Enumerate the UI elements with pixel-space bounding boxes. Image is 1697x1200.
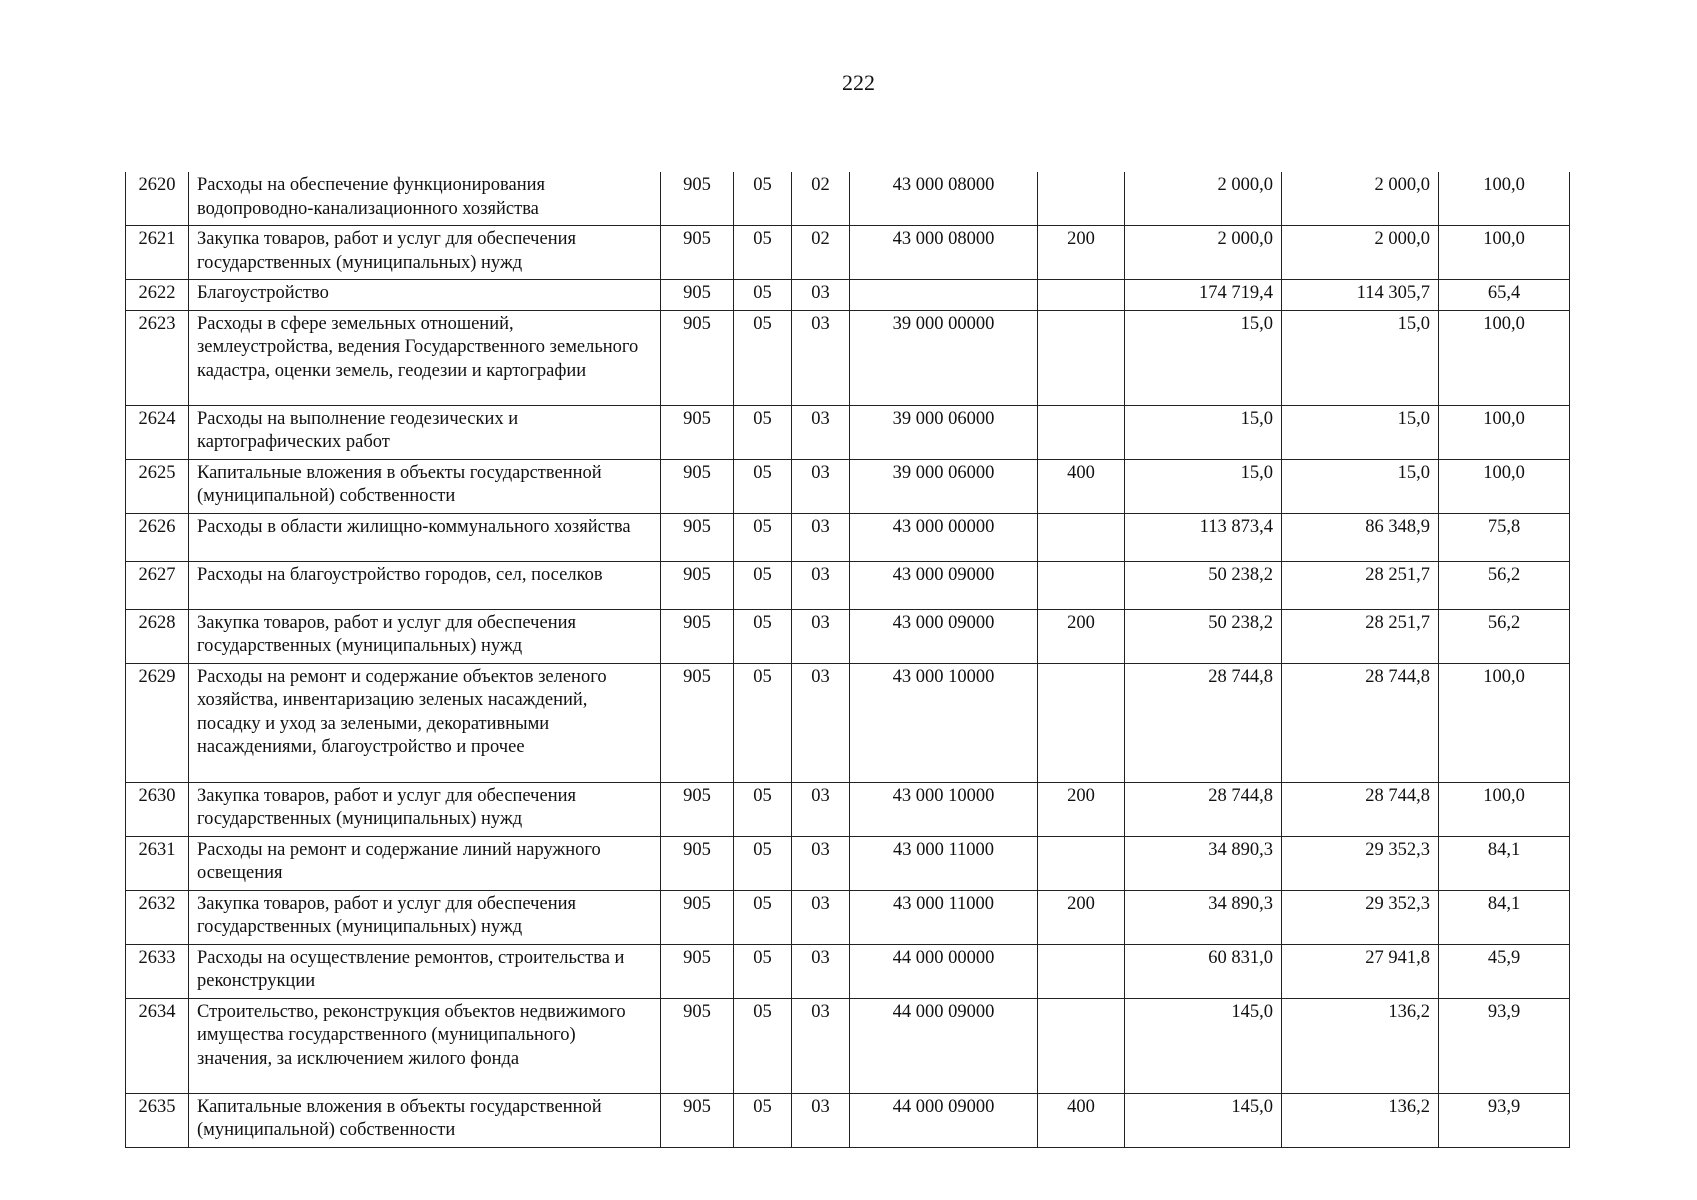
budget-table [125,172,1570,1148]
department-code-cell: 905 [661,561,734,609]
execution-percent-cell: 84,1 [1439,890,1570,944]
planned-amount-cell: 15,0 [1125,310,1282,405]
department-code-cell: 905 [661,226,734,280]
department-code-cell: 905 [661,663,734,782]
expense-name-cell: Благоустройство [189,280,661,311]
row-number-cell: 2633 [126,944,189,998]
subsection-code-cell: 03 [792,890,850,944]
department-code-cell: 905 [661,998,734,1093]
planned-amount-cell: 2 000,0 [1125,172,1282,226]
target-article-cell: 44 000 00000 [850,944,1038,998]
actual-amount-cell: 15,0 [1282,310,1439,405]
target-article-cell: 43 000 11000 [850,890,1038,944]
section-code-cell: 05 [734,405,792,459]
department-code-cell: 905 [661,1093,734,1147]
section-code-cell: 05 [734,944,792,998]
target-article-cell [850,280,1038,311]
expense-type-cell: 400 [1038,1093,1125,1147]
table-row [126,226,1570,280]
expense-name-cell: Расходы на ремонт и содержание объектов зеленого хозяйства, инвентаризацию зеленых насаждений, посадку и уход за зелеными, декоративными насаждениями, благоустройство и прочее [189,663,661,782]
expense-name-cell: Расходы на благоустройство городов, сел, поселков [189,561,661,609]
row-number-cell: 2630 [126,782,189,836]
actual-amount-cell: 114 305,7 [1282,280,1439,311]
actual-amount-cell: 28 251,7 [1282,561,1439,609]
department-code-cell: 905 [661,172,734,226]
row-number-cell: 2621 [126,226,189,280]
row-number-cell: 2635 [126,1093,189,1147]
expense-name-cell: Расходы на ремонт и содержание линий наружного освещения [189,836,661,890]
expense-name-cell: Расходы в сфере земельных отношений, землеустройства, ведения Государственного земельного кадастра, оценки земель, геодезии и картографии [189,310,661,405]
section-code-cell: 05 [734,459,792,513]
expense-type-cell: 200 [1038,782,1125,836]
subsection-code-cell: 02 [792,226,850,280]
department-code-cell: 905 [661,944,734,998]
table-row [126,280,1570,311]
planned-amount-cell: 50 238,2 [1125,561,1282,609]
row-number-cell: 2625 [126,459,189,513]
target-article-cell: 43 000 08000 [850,172,1038,226]
section-code-cell: 05 [734,836,792,890]
actual-amount-cell: 28 251,7 [1282,609,1439,663]
subsection-code-cell: 03 [792,513,850,561]
target-article-cell: 44 000 09000 [850,1093,1038,1147]
execution-percent-cell: 100,0 [1439,459,1570,513]
planned-amount-cell: 145,0 [1125,1093,1282,1147]
target-article-cell: 43 000 09000 [850,609,1038,663]
actual-amount-cell: 29 352,3 [1282,836,1439,890]
section-code-cell: 05 [734,561,792,609]
execution-percent-cell: 100,0 [1439,226,1570,280]
expense-name-cell: Расходы на осуществление ремонтов, строительства и реконструкции [189,944,661,998]
expense-type-cell: 200 [1038,226,1125,280]
execution-percent-cell: 45,9 [1439,944,1570,998]
expense-name-cell: Капитальные вложения в объекты государственной (муниципальной) собственности [189,1093,661,1147]
table-row [126,172,1570,226]
section-code-cell: 05 [734,513,792,561]
department-code-cell: 905 [661,280,734,311]
execution-percent-cell: 100,0 [1439,405,1570,459]
execution-percent-cell: 100,0 [1439,310,1570,405]
execution-percent-cell: 65,4 [1439,280,1570,311]
planned-amount-cell: 34 890,3 [1125,890,1282,944]
execution-percent-cell: 84,1 [1439,836,1570,890]
table-row [126,944,1570,998]
execution-percent-cell: 56,2 [1439,561,1570,609]
expense-type-cell: 200 [1038,609,1125,663]
row-number-cell: 2626 [126,513,189,561]
execution-percent-cell: 100,0 [1439,663,1570,782]
department-code-cell: 905 [661,890,734,944]
expense-type-cell [1038,405,1125,459]
section-code-cell: 05 [734,226,792,280]
subsection-code-cell: 03 [792,405,850,459]
table-body [126,172,1570,1147]
section-code-cell: 05 [734,663,792,782]
row-number-cell: 2634 [126,998,189,1093]
actual-amount-cell: 28 744,8 [1282,782,1439,836]
execution-percent-cell: 100,0 [1439,782,1570,836]
execution-percent-cell: 93,9 [1439,1093,1570,1147]
planned-amount-cell: 50 238,2 [1125,609,1282,663]
row-number-cell: 2622 [126,280,189,311]
table-row [126,609,1570,663]
target-article-cell: 43 000 10000 [850,663,1038,782]
department-code-cell: 905 [661,459,734,513]
actual-amount-cell: 28 744,8 [1282,663,1439,782]
planned-amount-cell: 28 744,8 [1125,663,1282,782]
table-row [126,513,1570,561]
section-code-cell: 05 [734,172,792,226]
planned-amount-cell: 2 000,0 [1125,226,1282,280]
department-code-cell: 905 [661,405,734,459]
expense-name-cell: Расходы на обеспечение функционирования водопроводно-канализационного хозяйства [189,172,661,226]
row-number-cell: 2632 [126,890,189,944]
subsection-code-cell: 02 [792,172,850,226]
expense-type-cell [1038,310,1125,405]
expense-type-cell [1038,513,1125,561]
target-article-cell: 44 000 09000 [850,998,1038,1093]
planned-amount-cell: 60 831,0 [1125,944,1282,998]
row-number-cell: 2624 [126,405,189,459]
expense-type-cell [1038,172,1125,226]
table-row [126,1093,1570,1147]
subsection-code-cell: 03 [792,609,850,663]
target-article-cell: 39 000 06000 [850,405,1038,459]
subsection-code-cell: 03 [792,561,850,609]
target-article-cell: 43 000 09000 [850,561,1038,609]
expense-name-cell: Закупка товаров, работ и услуг для обеспечения государственных (муниципальных) нужд [189,782,661,836]
planned-amount-cell: 174 719,4 [1125,280,1282,311]
actual-amount-cell: 2 000,0 [1282,226,1439,280]
subsection-code-cell: 03 [792,998,850,1093]
section-code-cell: 05 [734,609,792,663]
table-row [126,310,1570,405]
subsection-code-cell: 03 [792,782,850,836]
expense-name-cell: Расходы в области жилищно-коммунального хозяйства [189,513,661,561]
department-code-cell: 905 [661,609,734,663]
target-article-cell: 43 000 00000 [850,513,1038,561]
actual-amount-cell: 27 941,8 [1282,944,1439,998]
actual-amount-cell: 136,2 [1282,998,1439,1093]
row-number-cell: 2623 [126,310,189,405]
subsection-code-cell: 03 [792,663,850,782]
expense-type-cell [1038,561,1125,609]
execution-percent-cell: 100,0 [1439,172,1570,226]
expense-name-cell: Закупка товаров, работ и услуг для обеспечения государственных (муниципальных) нужд [189,226,661,280]
subsection-code-cell: 03 [792,1093,850,1147]
expense-name-cell: Строительство, реконструкция объектов недвижимого имущества государственного (муниципального) значения, за исключением жилого фонда [189,998,661,1093]
department-code-cell: 905 [661,310,734,405]
table-row [126,890,1570,944]
execution-percent-cell: 93,9 [1439,998,1570,1093]
actual-amount-cell: 15,0 [1282,459,1439,513]
department-code-cell: 905 [661,836,734,890]
table-row [126,405,1570,459]
planned-amount-cell: 145,0 [1125,998,1282,1093]
expense-type-cell: 200 [1038,890,1125,944]
page-number: 222 [842,70,875,95]
subsection-code-cell: 03 [792,310,850,405]
expense-name-cell: Расходы на выполнение геодезических и картографических работ [189,405,661,459]
expense-name-cell: Капитальные вложения в объекты государственной (муниципальной) собственности [189,459,661,513]
subsection-code-cell: 03 [792,459,850,513]
expense-type-cell: 400 [1038,459,1125,513]
subsection-code-cell: 03 [792,280,850,311]
section-code-cell: 05 [734,782,792,836]
execution-percent-cell: 75,8 [1439,513,1570,561]
expense-type-cell [1038,280,1125,311]
expense-name-cell: Закупка товаров, работ и услуг для обеспечения государственных (муниципальных) нужд [189,609,661,663]
section-code-cell: 05 [734,310,792,405]
expense-type-cell [1038,944,1125,998]
table-row [126,782,1570,836]
section-code-cell: 05 [734,998,792,1093]
target-article-cell: 43 000 10000 [850,782,1038,836]
row-number-cell: 2631 [126,836,189,890]
table-row [126,998,1570,1093]
expense-type-cell [1038,998,1125,1093]
section-code-cell: 05 [734,890,792,944]
target-article-cell: 43 000 08000 [850,226,1038,280]
planned-amount-cell: 15,0 [1125,405,1282,459]
row-number-cell: 2628 [126,609,189,663]
table-row [126,459,1570,513]
expense-type-cell [1038,836,1125,890]
actual-amount-cell: 15,0 [1282,405,1439,459]
row-number-cell: 2629 [126,663,189,782]
planned-amount-cell: 28 744,8 [1125,782,1282,836]
department-code-cell: 905 [661,513,734,561]
section-code-cell: 05 [734,1093,792,1147]
actual-amount-cell: 136,2 [1282,1093,1439,1147]
row-number-cell: 2620 [126,172,189,226]
actual-amount-cell: 2 000,0 [1282,172,1439,226]
subsection-code-cell: 03 [792,836,850,890]
actual-amount-cell: 86 348,9 [1282,513,1439,561]
planned-amount-cell: 15,0 [1125,459,1282,513]
expense-name-cell: Закупка товаров, работ и услуг для обеспечения государственных (муниципальных) нужд [189,890,661,944]
target-article-cell: 39 000 06000 [850,459,1038,513]
planned-amount-cell: 113 873,4 [1125,513,1282,561]
table-row [126,561,1570,609]
table-row [126,836,1570,890]
table-row [126,663,1570,782]
actual-amount-cell: 29 352,3 [1282,890,1439,944]
target-article-cell: 39 000 00000 [850,310,1038,405]
execution-percent-cell: 56,2 [1439,609,1570,663]
expense-type-cell [1038,663,1125,782]
row-number-cell: 2627 [126,561,189,609]
section-code-cell: 05 [734,280,792,311]
subsection-code-cell: 03 [792,944,850,998]
target-article-cell: 43 000 11000 [850,836,1038,890]
department-code-cell: 905 [661,782,734,836]
planned-amount-cell: 34 890,3 [1125,836,1282,890]
